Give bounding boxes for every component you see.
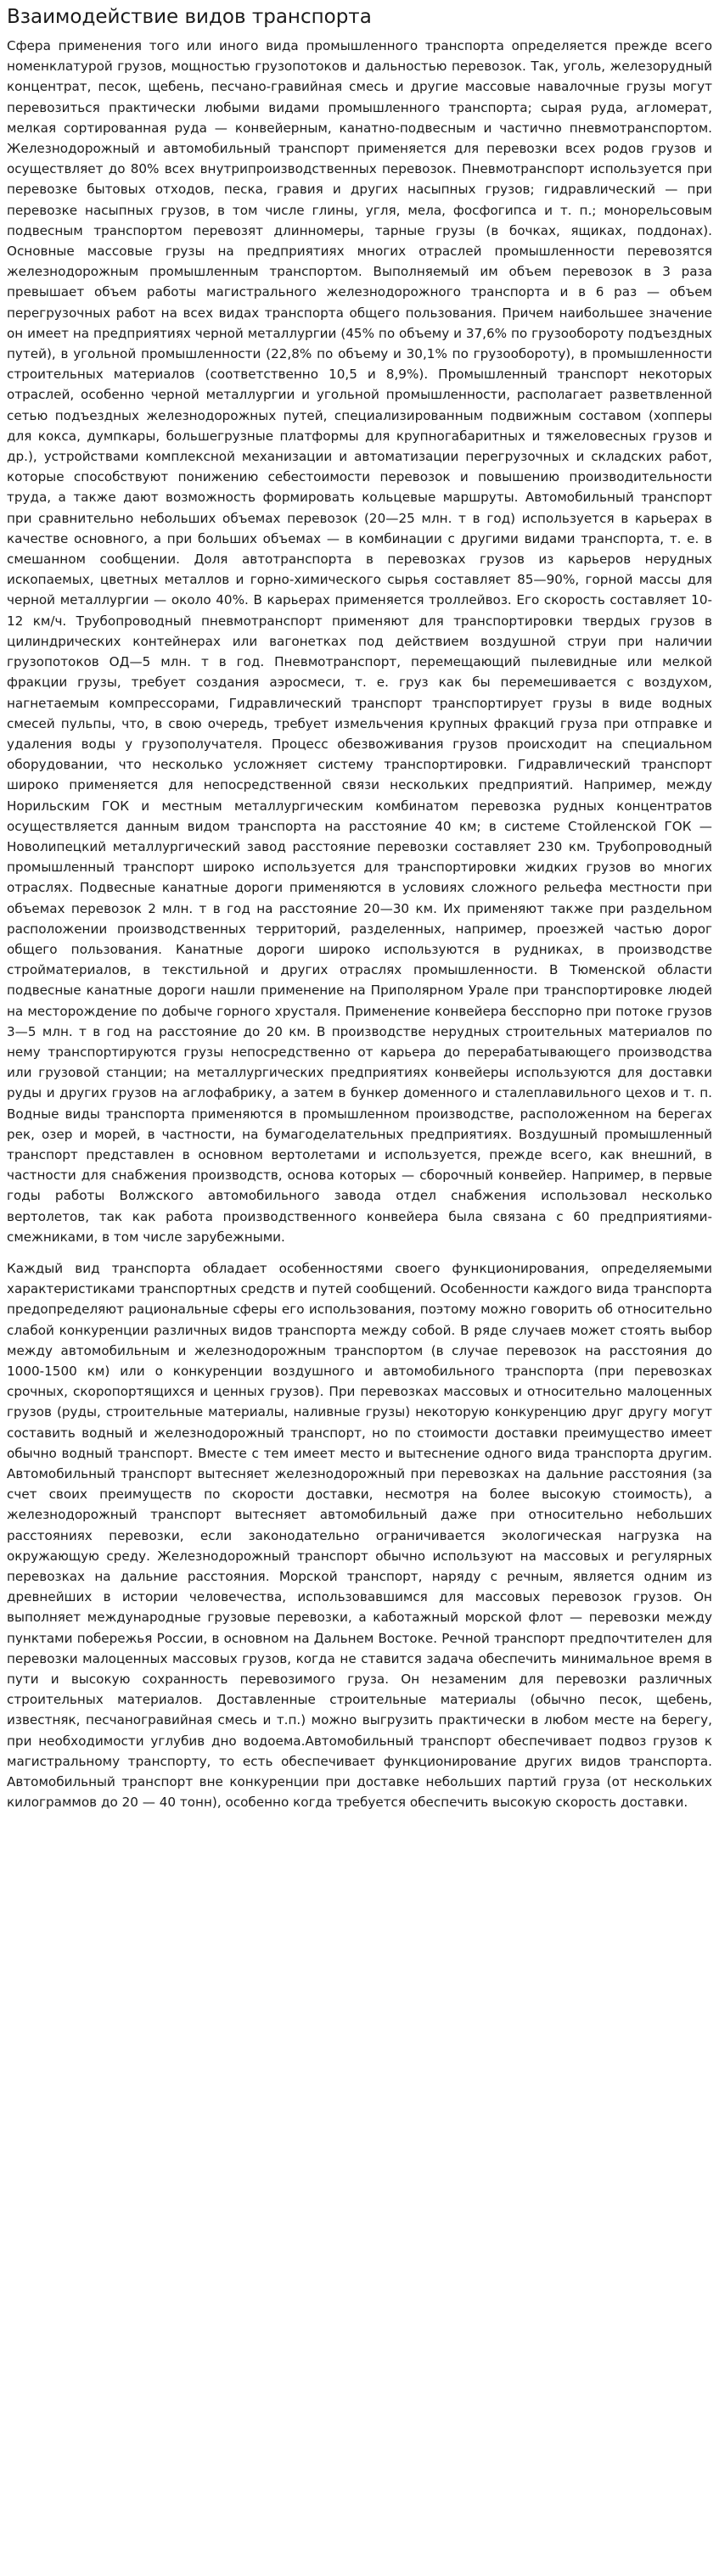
paragraph-industrial-transport: Сфера применения того или иного вида промышленного транспорта определяется прежде всего номенклатурой грузов, мощностью грузопотоков и дальностью перевозок. Так, уголь, железорудный концентрат, песок, щебень, песчано-гравийная смесь и другие массовые навалочные грузы могут перевозиться практически любыми видами промышленного транспорта; сырая руда, агломерат, мелкая сортированная руда — конвейерным, канатно-подвесным и частично пневмотранспортом. Железнодорожный и автомобильный транспорт применяется для перевозки всех родов грузов и осуществляет до 80% всех внутрипроизводственных перевозок. Пневмотранспорт используется при перевозке бытовых отходов, песка, гравия и других насыпных грузов; гидравлический — при перевозке насыпных грузов, в том числе глины, угля, мела, фосфогипса и т. п.; монорельсовым подвесным транспортом перевозят длинномеры, тарные грузы (в бочках, ящиках, поддонах). Основные массовые грузы на предприятиях многих отраслей промышленности перевозятся железнодорожным промышленным транспортом. Выполняемый им объем перевозок в 3 раза превышает объем работы магистрального железнодорожного транспорта и в 6 раз — объем перегрузочных работ на всех видах транспорта общего пользования. Причем наибольшее значение он имеет на предприятиях черной металлургии (45% по объему и 37,6% по грузообороту подъездных путей), в угольной промышленности (22,8% по объему и 30,1% по грузообороту), в промышленности строительных материалов (соответственно 10,5 и 8,9%). Промышленный транспорт некоторых отраслей, особенно черной металлургии и угольной промышленности, располагает разветвленной сетью подъездных железнодорожных путей, специализированным подвижным составом (хопперы для кокса, думпкары, большегрузные платформы для крупногабаритных и тяжеловесных грузов и др.), устройствами комплексной механизации и автоматизации перегрузочных и складских работ, которые способствуют понижению себестоимости перевозок и повышению производительности труда, а также дают возможность формировать кольцевые маршруты. Автомобильный транспорт при сравнительно небольших объемах перевозок (20—25 млн. т в год) используется в карьерах в качестве основного, а при больших объемах — в комбинации с другими видами транспорта, т. е. в смешанном сообщении. Доля автотранспорта в перевозках грузов из карьеров нерудных ископаемых, цветных металлов и горно-химического сырья составляет 85—90%, горной массы для черной металлургии — около 40%. В карьерах применяется троллейвоз. Его скорость составляет 10-12 км/ч. Трубопроводный пневмотранспорт применяют для транспортировки твердых грузов в цилиндрических контейнерах или вагонетках под действием воздушной струи при наличии грузопотоков ОД—5 млн. т в год. Пневмотранспорт, перемещающий пылевидные или мелкой фракции грузы, требует создания аэросмеси, т. е. груз как бы перемешивается с воздухом, нагнетаемым компрессорами, Гидравлический транспорт транспортирует грузы в виде водных смесей пульпы, что, в свою очередь, требует измельчения крупных фракций груза при отправке и удаления воды у грузополучателя. Процесс обезвоживания грузов происходит на специальном оборудовании, что несколько усложняет систему транспортировки. Гидравлический транспорт широко применяется для непосредственной связи нескольких предприятий. Например, между Норильским ГОК и местным металлургическим комбинатом перевозка рудных концентратов осуществляется данным видом транспорта на расстояние 40 км; в системе Стойленской ГОК — Новолипецкий металлургический завод расстояние перевозки составляет 230 км. Трубопроводный промышленный транспорт широко используется для транспортировки жидких грузов во многих отраслях. Подвесные канатные дороги применяются в условиях сложного рельефа местности при объемах перевозок 2 млн. т в год на расстояние 20—30 км. Их применяют также при раздельном расположении производственных территорий, разделенных, например, проезжей частью дорог общего пользования. Канатные дороги широко используются в рудниках, в производстве стройматериалов, в текстильной и других отраслях промышленности. В Тюменской области подвесные канатные дороги нашли применение на Приполярном Урале при транспортировке людей на месторождение по добыче горного хрусталя. Применение конвейера бесспорно при потоке грузов 3—5 млн. т в год на расстояние до 20 км. В производстве нерудных строительных материалов по нему транспортируются грузы непосредственно от карьера до перерабатывающего производства или грузовой станции; на металлургических предприятиях конвейеры используются для доставки руды и других грузов на аглофабрику, а затем в бункер доменного и сталеплавильного цехов и т. п. Водные виды транспорта применяются в промышленном производстве, расположенном на берегах рек, озер и морей, в частности, на бумагоделательных предприятиях. Воздушный промышленный транспорт представлен в основном вертолетами и используется, прежде всего, как внешний, в частности для снабжения производств, основа которых — сборочный конвейер. Например, в первые годы работы Волжского автомобильного завода отдел снабжения использовал несколько вертолетов, так как работа производственного конвейера была связана с 60 предприятиями-смежниками, в том числе зарубежными. [7, 38, 712, 1245]
page-title: Взаимодействие видов транспорта [7, 6, 372, 28]
paragraph-transport-competition: Каждый вид транспорта обладает особенностями своего функционирования, определяемыми характеристиками транспортных средств и путей сообщений. Особенности каждого вида транспорта предопределяют рациональные сферы его использования, поэтому можно говорить об относительно слабой конкуренции различных видов транспорта между собой. В ряде случаев может стоять выбор между автомобильным и железнодорожным транспортом (в случае перевозок на расстояния до 1000-1500 км) или о конкуренции воздушного и автомобильного транспорта (при перевозках срочных, скоропортящихся и ценных грузов). При перевозках массовых и относительно малоценных грузов (руды, строительные материалы, наливные грузы) некоторую конкуренцию друг другу могут составить водный и железнодорожный транспорт, но по стоимости доставки преимущество имеет обычно водный транспорт. Вместе с тем имеет место и вытеснение одного вида транспорта другим. Автомобильный транспорт вытесняет железнодорожный при перевозках на дальние расстояния (за счет своих преимуществ по скорости доставки, несмотря на более высокую стоимость), а железнодорожный транспорт вытесняет автомобильный даже при относительно небольших расстояниях перевозки, если законодательно ограничивается экологическая нагрузка на окружающую среду. Железнодорожный транспорт обычно используют на массовых и регулярных перевозках на дальние расстояния. Морской транспорт, наряду с речным, является одним из древнейших в истории человечества, использовавшимся для массовых перевозок грузов. Он выполняет международные грузовые перевозки, а каботажный морской флот — перевозки между пунктами побережья России, в основном на Дальнем Востоке. Речной транспорт предпочтителен для перевозки малоценных массовых грузов, когда не ставится задача обеспечить минимальное время в пути и высокую сохранность перевозимого груза. Он незаменим для перевозки различных строительных материалов. Доставленные строительные материалы (обычно песок, щебень, известняк, песчаногравийная смесь и т.п.) можно выгрузить практически в любом месте на берегу, при необходимости углубив дно водоема.Автомобильный транспорт обеспечивает подвоз грузов к магистральному транспорту, то есть обеспечивает функционирование других видов транспорта. Автомобильный транспорт вне конкуренции при доставке небольших партий груза (от нескольких килограммов до 20 — 40 тонн), особенно когда требуется обеспечить высокую скорость доставки. [7, 1260, 712, 1811]
